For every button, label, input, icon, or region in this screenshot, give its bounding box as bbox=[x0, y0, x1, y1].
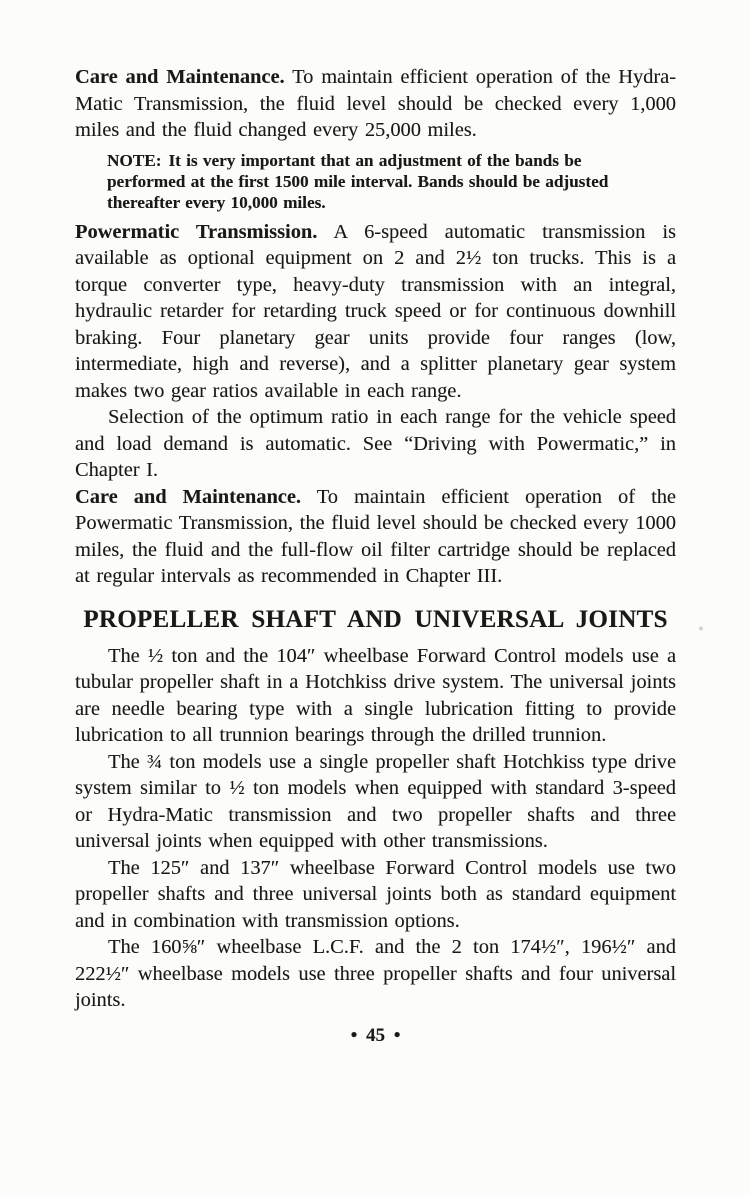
paragraph-forward-control: The 125″ and 137″ wheelbase Forward Control models use two propeller shafts and three universal joints both as standard equipment and in combination with transmission options. bbox=[75, 856, 676, 932]
page-number: • 45 • bbox=[350, 1024, 401, 1046]
paragraph-hydramatic-care bbox=[75, 64, 676, 144]
section-heading-propeller-shaft: PROPELLER SHAFT AND UNIVERSAL JOINTS bbox=[83, 605, 668, 633]
paragraph-three-quarter-ton: The ¾ ton models use a single propeller shaft Hotchkiss type drive system similar to ½ ton models when equipped with standard 3-speed or Hydra-Matic transmission and two propeller shafts and three universal joints when equipped with other transmissions. bbox=[75, 750, 676, 852]
paragraph-powermatic bbox=[75, 219, 676, 405]
paragraph-lead-powermatic: Powermatic Transmission. bbox=[75, 220, 318, 243]
note-lead: NOTE: bbox=[107, 150, 162, 170]
note-text: It is very important that an adjustment of the bands be performed at the first 1500 mile interval. Bands should be adjusted thereafter every 10,000 miles. bbox=[107, 150, 609, 212]
scan-artifact bbox=[698, 626, 704, 631]
paragraph-lcf: The 160⅝″ wheelbase L.C.F. and the 2 ton 174½″, 196½″ and 222½″ wheelbase models use three propeller shafts and four universal joints. bbox=[75, 936, 676, 1011]
paragraph-selection: Selection of the optimum ratio in each range for the vehicle speed and load demand is automatic. See “Driving with Powermatic,” in Chapter I. bbox=[75, 406, 676, 481]
paragraph-lead-powermatic-care: Care and Maintenance. bbox=[75, 485, 301, 508]
paragraph-text-hydramatic-care: To maintain efficient operation of the Hydra-Matic Transmission, the fluid level should be checked every 1,000 miles and the fluid changed every 25,000 miles. bbox=[75, 66, 677, 141]
paragraph-text-powermatic-care: To maintain efficient operation of the Powermatic Transmission, the fluid level should be checked every 1000 miles, the fluid and the full-flow oil filter cartridge should be replaced at regular intervals as recommended in Chapter III. bbox=[75, 485, 676, 587]
note-block bbox=[107, 150, 648, 213]
paragraph-lead-hydramatic-care: Care and Maintenance. bbox=[75, 66, 285, 88]
paragraph-powermatic-care bbox=[75, 484, 676, 590]
paragraph-text-powermatic: A 6-speed automatic transmission is available as optional equipment on 2 and 2½ ton trucks. This is a torque converter type, heavy-duty transmission with an integral, hydraulic retarder for retarding truck speed or for continuous downhill braking. Four planetary gear units provide four ranges (low, intermediate, high and reverse), and a splitter planetary gear system makes two gear ratios available in each range. bbox=[75, 220, 676, 402]
paragraph-half-ton: The ½ ton and the 104″ wheelbase Forward Control models use a tubular propeller shaft in a Hotchkiss drive system. The universal joints are needle bearing type with a single lubrication fitting to provide lubrication to all trunnion bearings through the drilled trunnion. bbox=[75, 644, 676, 746]
